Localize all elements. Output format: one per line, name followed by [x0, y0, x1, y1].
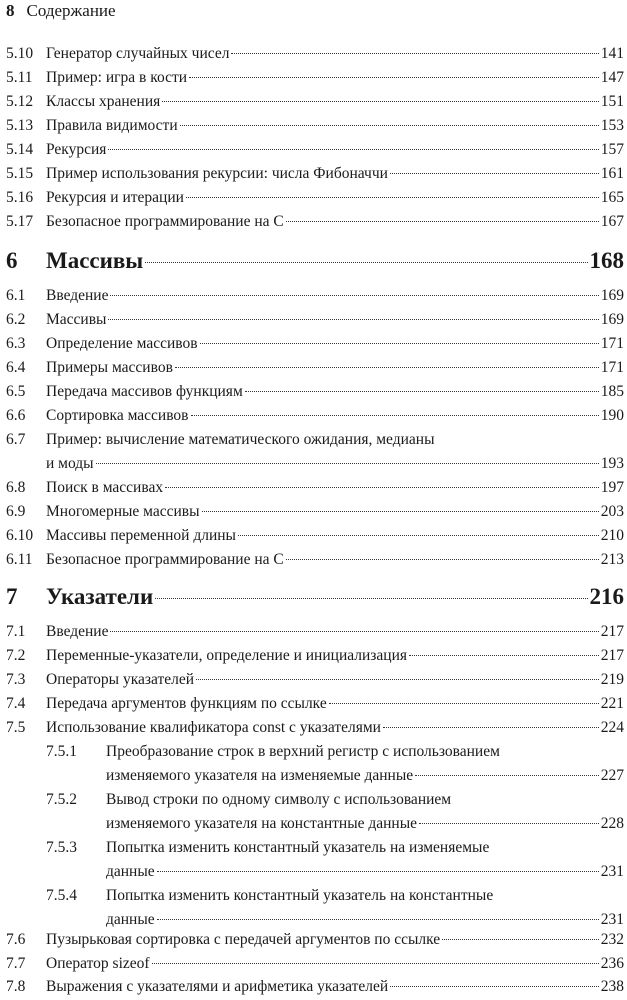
entry-number: 6.4	[6, 359, 26, 376]
entry-page: 161	[600, 165, 624, 182]
chapter-title: Указатели	[46, 584, 154, 609]
entry-title: Переменные-указатели, определение и инициализация	[46, 647, 408, 664]
entry-page: 228	[600, 815, 624, 832]
entry-title: Безопасное программирование на C	[46, 551, 284, 568]
dot-leader	[383, 727, 599, 728]
entry-page: 185	[600, 383, 624, 400]
entry-title: Пример: игра в кости	[46, 69, 188, 86]
entry-title: Рекурсия	[46, 141, 107, 158]
entry-number: 7.7	[6, 955, 26, 972]
toc-entry-5-14	[6, 138, 624, 162]
toc-entry-5-13	[6, 114, 624, 138]
dot-leader	[96, 463, 599, 464]
toc-entry-7-6	[6, 928, 624, 952]
entry-title: Вывод строки по одному символу с использованием	[106, 791, 452, 808]
entry-page: 217	[600, 623, 624, 640]
entry-title: Оператор sizeof	[46, 955, 150, 972]
entry-page: 232	[600, 931, 624, 948]
dot-leader	[409, 655, 599, 656]
toc-entry-7-7	[6, 952, 624, 976]
toc-entry-7-5-4	[6, 884, 624, 932]
entry-title: Классы хранения	[46, 93, 161, 110]
entry-page: 236	[600, 955, 624, 972]
dot-leader	[196, 679, 599, 680]
toc-entry-7-2	[6, 644, 624, 668]
toc-entry-5-15	[6, 162, 624, 186]
entry-number: 6.8	[6, 479, 26, 496]
entry-page: 190	[600, 407, 624, 424]
toc-entry-7-5-2	[6, 788, 624, 836]
toc-chapter-7	[6, 584, 624, 616]
entry-number: 7.6	[6, 931, 26, 948]
dot-leader	[286, 559, 599, 560]
entry-number: 6.11	[6, 551, 33, 568]
toc-entry-7-4	[6, 692, 624, 716]
toc-entry-6-4	[6, 356, 624, 380]
entry-title-continuation: данные	[106, 911, 155, 928]
entry-title: Введение	[46, 623, 109, 640]
toc-entry-7-5-3	[6, 836, 624, 884]
dot-leader	[157, 871, 599, 872]
dot-leader	[162, 101, 598, 102]
entry-number: 7.2	[6, 647, 26, 664]
entry-number: 6.1	[6, 287, 26, 304]
dot-leader	[189, 77, 599, 78]
entry-page: 151	[600, 93, 624, 110]
entry-number: 6.7	[6, 431, 26, 448]
entry-title: Выражения с указателями и арифметика указателей	[46, 978, 389, 995]
entry-page: 203	[600, 503, 624, 520]
dot-leader	[238, 535, 599, 536]
entry-number: 6.9	[6, 503, 26, 520]
toc-entry-6-8	[6, 476, 624, 500]
entry-title: Безопасное программирование на C	[46, 213, 284, 230]
entry-page: 153	[600, 117, 624, 134]
dot-leader	[108, 319, 598, 320]
entry-number: 6.3	[6, 335, 26, 352]
entry-title: Использование квалификатора const с указателями	[46, 719, 381, 736]
toc-entry-6-10	[6, 524, 624, 548]
toc-chapter-6	[6, 248, 624, 280]
entry-number: 7.1	[6, 623, 26, 640]
toc-entry-5-16	[6, 186, 624, 210]
entry-page: 197	[600, 479, 624, 496]
entry-title: Передача массивов функциям	[46, 383, 243, 400]
dot-leader	[157, 919, 599, 920]
entry-number: 7.3	[6, 671, 26, 688]
entry-title: Поиск в массивах	[46, 479, 164, 496]
dot-leader	[245, 391, 599, 392]
entry-title: Рекурсия и итерации	[46, 189, 184, 206]
entry-number: 5.13	[6, 117, 34, 134]
toc-entry-7-5-1	[6, 740, 624, 788]
entry-number: 7.5.2	[46, 791, 77, 808]
dot-leader	[390, 986, 599, 987]
entry-page: 147	[600, 69, 624, 86]
dot-leader	[180, 125, 599, 126]
toc-entry-6-3	[6, 332, 624, 356]
dot-leader	[175, 367, 599, 368]
entry-title: Определение массивов	[46, 335, 198, 352]
toc-entry-7-8	[6, 975, 624, 999]
entry-title-continuation: данные	[106, 863, 155, 880]
entry-number: 5.15	[6, 165, 34, 182]
entry-page: 213	[600, 551, 624, 568]
entry-title: Попытка изменить константный указатель на изменяемые	[106, 839, 490, 856]
entry-title: Пузырьковая сортировка с передачей аргументов по ссылке	[46, 931, 441, 948]
entry-title: Генератор случайных чисел	[46, 45, 230, 62]
toc-entry-6-6	[6, 404, 624, 428]
running-header	[6, 0, 116, 22]
dot-leader	[286, 221, 599, 222]
entry-number: 7.5.1	[46, 743, 77, 760]
entry-number: 6.5	[6, 383, 26, 400]
entry-title: Примеры массивов	[46, 359, 173, 376]
toc-entry-6-11	[6, 548, 624, 572]
chapter-number: 7	[6, 584, 18, 609]
entry-number: 5.10	[6, 45, 34, 62]
entry-title: Массивы переменной длины	[46, 527, 236, 544]
dot-leader	[110, 631, 598, 632]
chapter-title: Массивы	[46, 248, 144, 273]
entry-page: 141	[600, 45, 624, 62]
toc-entry-5-17	[6, 210, 624, 234]
entry-page: 171	[600, 359, 624, 376]
dot-leader	[145, 262, 587, 263]
dot-leader	[329, 703, 599, 704]
dot-leader	[186, 197, 599, 198]
entry-title: Многомерные массивы	[46, 503, 200, 520]
entry-page: 157	[600, 141, 624, 158]
header-title: Содержание	[26, 1, 116, 20]
header-page-number: 8	[6, 1, 15, 20]
entry-number: 6.6	[6, 407, 26, 424]
entry-number: 7.4	[6, 695, 26, 712]
dot-leader	[231, 53, 598, 54]
toc-entry-5-10	[6, 42, 624, 66]
entry-title: Пример: вычисление математического ожидания, медианы	[46, 431, 435, 448]
entry-title-continuation: и моды	[46, 455, 94, 472]
entry-title-continuation: изменяемого указателя на изменяемые данные	[106, 767, 414, 784]
toc-entry-5-11	[6, 66, 624, 90]
toc-entry-6-2	[6, 308, 624, 332]
dot-leader	[200, 343, 599, 344]
entry-title: Массивы	[46, 311, 107, 328]
entry-page: 167	[600, 213, 624, 230]
entry-page: 169	[600, 287, 624, 304]
dot-leader	[110, 295, 598, 296]
chapter-page: 216	[589, 584, 624, 609]
entry-page: 210	[600, 527, 624, 544]
dot-leader	[108, 149, 598, 150]
entry-page: 221	[600, 695, 624, 712]
entry-page: 219	[600, 671, 624, 688]
chapter-number: 6	[6, 248, 18, 273]
entry-title-continuation: изменяемого указателя на константные данные	[106, 815, 418, 832]
entry-page: 227	[600, 767, 624, 784]
entry-number: 5.17	[6, 213, 34, 230]
toc-entry-5-12	[6, 90, 624, 114]
toc-entry-6-9	[6, 500, 624, 524]
entry-page: 231	[600, 911, 624, 928]
dot-leader	[442, 939, 599, 940]
entry-page: 224	[600, 719, 624, 736]
entry-title: Пример использования рекурсии: числа Фибоначчи	[46, 165, 388, 182]
entry-page: 169	[600, 311, 624, 328]
toc-entry-7-3	[6, 668, 624, 692]
dot-leader	[415, 775, 599, 776]
toc-entry-6-1	[6, 284, 624, 308]
entry-title: Передача аргументов функциям по ссылке	[46, 695, 327, 712]
entry-title: Операторы указателей	[46, 671, 195, 688]
entry-number: 6.2	[6, 311, 26, 328]
entry-number: 5.14	[6, 141, 34, 158]
entry-page: 217	[600, 647, 624, 664]
entry-number: 5.16	[6, 189, 34, 206]
dot-leader	[419, 823, 599, 824]
dot-leader	[155, 598, 587, 599]
entry-number: 7.5.3	[46, 839, 77, 856]
entry-number: 6.10	[6, 527, 34, 544]
entry-title: Введение	[46, 287, 109, 304]
entry-title: Преобразование строк в верхний регистр с использованием	[106, 743, 500, 760]
entry-number: 7.5	[6, 719, 26, 736]
entry-number: 7.8	[6, 978, 26, 995]
entry-page: 171	[600, 335, 624, 352]
dot-leader	[191, 415, 599, 416]
entry-page: 165	[600, 189, 624, 206]
entry-number: 7.5.4	[46, 887, 77, 904]
entry-page: 238	[600, 978, 624, 995]
entry-title: Сортировка массивов	[46, 407, 189, 424]
entry-number: 5.11	[6, 69, 33, 86]
toc-entry-6-5	[6, 380, 624, 404]
dot-leader	[390, 173, 599, 174]
dot-leader	[202, 511, 599, 512]
entry-title: Правила видимости	[46, 117, 178, 134]
dot-leader	[152, 963, 599, 964]
toc-entry-6-7	[6, 428, 624, 476]
entry-page: 193	[600, 455, 624, 472]
toc-entry-7-1	[6, 620, 624, 644]
dot-leader	[165, 487, 599, 488]
entry-title: Попытка изменить константный указатель на константные	[106, 887, 494, 904]
entry-number: 5.12	[6, 93, 34, 110]
toc-entry-7-5	[6, 716, 624, 740]
chapter-page: 168	[589, 248, 624, 273]
entry-page: 231	[600, 863, 624, 880]
